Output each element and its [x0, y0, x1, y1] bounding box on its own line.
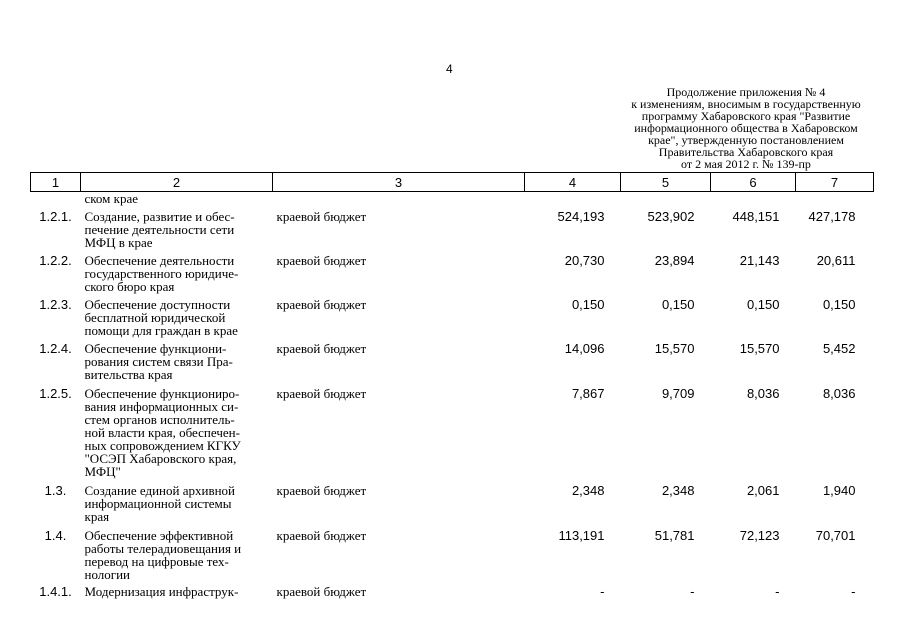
continuation-text: ском крае	[84, 191, 139, 206]
value-cell: 1,940	[822, 482, 856, 498]
activity-name-line: бесплатной юридической	[84, 309, 226, 325]
activity-name-line: рования систем связи Пра-	[84, 353, 233, 369]
value-cell: 8,036	[822, 385, 856, 401]
value-cell: 427,178	[808, 208, 856, 224]
value-cell: 15,570	[654, 340, 695, 356]
activity-name-line: Создание, развитие и обес-	[84, 208, 235, 224]
funding-source: краевой бюджет	[276, 340, 367, 356]
appendix-line: к изменениям, вносимым в государственную	[631, 97, 861, 111]
value-cell: 113,191	[558, 527, 605, 543]
activity-name-line: МФЦ в крае	[84, 234, 153, 250]
funding-source: краевой бюджет	[276, 482, 367, 498]
activity-name-line: информационной системы	[84, 495, 232, 511]
activity-name-line: печение деятельности сети	[84, 221, 235, 237]
activity-name-line: Модернизация инфраструк-	[84, 583, 239, 599]
table-row	[31, 208, 874, 252]
activity-name-line: ных сопровождением КГКУ	[84, 437, 241, 453]
activity-name-line: Обеспечение деятельности	[84, 252, 235, 268]
activity-name-line: работы телерадиовещания и	[84, 540, 242, 556]
activity-name	[81, 340, 273, 385]
appendix-line: программу Хабаровского края "Развитие	[641, 109, 851, 123]
value-cell: 9,709	[661, 385, 695, 401]
funding-source: краевой бюджет	[276, 385, 367, 401]
table-body	[31, 192, 874, 601]
activity-name-line: Обеспечение функциони-	[84, 340, 227, 356]
value-cell: 523,902	[647, 208, 695, 224]
appendix-line: от 2 мая 2012 г. № 139-пр	[681, 157, 811, 171]
column-header: 7	[796, 173, 874, 192]
column-header: 6	[711, 173, 796, 192]
activity-name-line: Обеспечение функциониро-	[84, 385, 240, 401]
activity-name	[81, 208, 273, 252]
table-row	[31, 482, 874, 527]
value-cell: 524,193	[557, 208, 605, 224]
column-header: 4	[525, 173, 621, 192]
activity-name-line: ной власти края, обеспечен-	[84, 424, 240, 440]
row-number: 1.2.4.	[39, 340, 72, 356]
appendix-line: крае", утвержденную постановлением	[648, 133, 844, 147]
row-number: 1.2.2.	[39, 252, 72, 268]
column-header: 5	[621, 173, 711, 192]
activity-name-line: нологии	[84, 566, 131, 582]
table-row	[31, 385, 874, 482]
activity-name-line: помощи для граждан в крае	[84, 322, 238, 338]
column-header: 1	[31, 173, 81, 192]
page-number: 4	[446, 62, 453, 76]
activity-name-line: вания информационных си-	[84, 398, 239, 414]
value-cell: -	[851, 583, 856, 599]
row-number: 1.4.	[44, 527, 67, 543]
column-header: 3	[273, 173, 525, 192]
value-cell: 51,781	[654, 527, 695, 543]
activity-name-line: Обеспечение доступности	[84, 296, 231, 312]
funding-source: краевой бюджет	[276, 296, 367, 312]
budget-table	[30, 172, 874, 601]
activity-name-line: ского бюро края	[84, 278, 175, 294]
continuation-row	[31, 192, 874, 208]
value-cell: 15,570	[739, 340, 780, 356]
value-cell: 7,867	[571, 385, 605, 401]
value-cell: 448,151	[732, 208, 780, 224]
activity-name-line: "ОСЭП Хабаровского края,	[84, 450, 237, 466]
value-cell: 72,123	[739, 527, 780, 543]
value-cell: 2,348	[571, 482, 605, 498]
value-cell: 0,150	[746, 296, 780, 312]
value-cell: 0,150	[571, 296, 605, 312]
funding-source: краевой бюджет	[276, 208, 367, 224]
funding-source: краевой бюджет	[276, 252, 367, 268]
value-cell: 2,348	[661, 482, 695, 498]
funding-source: краевой бюджет	[276, 527, 367, 543]
value-cell: 14,096	[564, 340, 605, 356]
appendix-line: Правительства Хабаровского края	[658, 145, 834, 159]
value-cell: 0,150	[822, 296, 856, 312]
value-cell: 2,061	[746, 482, 780, 498]
row-number: 1.2.5.	[39, 385, 72, 401]
value-cell: 5,452	[822, 340, 856, 356]
appendix-line: Продолжение приложения № 4	[666, 85, 826, 99]
table-header-row	[31, 173, 874, 192]
value-cell: -	[775, 583, 780, 599]
table-row	[31, 527, 874, 583]
table-row	[31, 296, 874, 340]
value-cell: -	[690, 583, 695, 599]
value-cell: 23,894	[654, 252, 695, 268]
activity-name-line: государственного юридиче-	[84, 265, 239, 281]
activity-name-line: вительства края	[84, 366, 173, 382]
activity-name	[81, 296, 273, 340]
activity-name	[81, 482, 273, 527]
table-row	[31, 252, 874, 296]
table-row	[31, 340, 874, 385]
activity-name-line: МФЦ"	[84, 463, 121, 479]
value-cell: 0,150	[661, 296, 695, 312]
appendix-heading	[604, 86, 888, 170]
row-number: 1.4.1.	[39, 583, 72, 599]
activity-name-line: перевод на цифровые тех-	[84, 553, 229, 569]
activity-name-line: края	[84, 508, 110, 524]
activity-name-line: Создание единой архивной	[84, 482, 236, 498]
table-row	[31, 583, 874, 601]
column-header: 2	[81, 173, 273, 192]
appendix-line: информационного общества в Хабаровском	[634, 121, 858, 135]
activity-name-line: Обеспечение эффективной	[84, 527, 234, 543]
value-cell: 70,701	[815, 527, 856, 543]
activity-name	[81, 252, 273, 296]
activity-name	[81, 527, 273, 583]
row-number: 1.2.3.	[39, 296, 72, 312]
row-number: 1.2.1.	[39, 208, 72, 224]
value-cell: 21,143	[739, 252, 780, 268]
activity-name-line: стем органов исполнитель-	[84, 411, 235, 427]
value-cell: 8,036	[746, 385, 780, 401]
activity-name	[81, 385, 273, 482]
value-cell: 20,611	[816, 252, 856, 268]
row-number: 1.3.	[44, 482, 67, 498]
value-cell: 20,730	[564, 252, 605, 268]
funding-source: краевой бюджет	[276, 583, 367, 599]
activity-name	[81, 583, 273, 601]
value-cell: -	[600, 583, 605, 599]
